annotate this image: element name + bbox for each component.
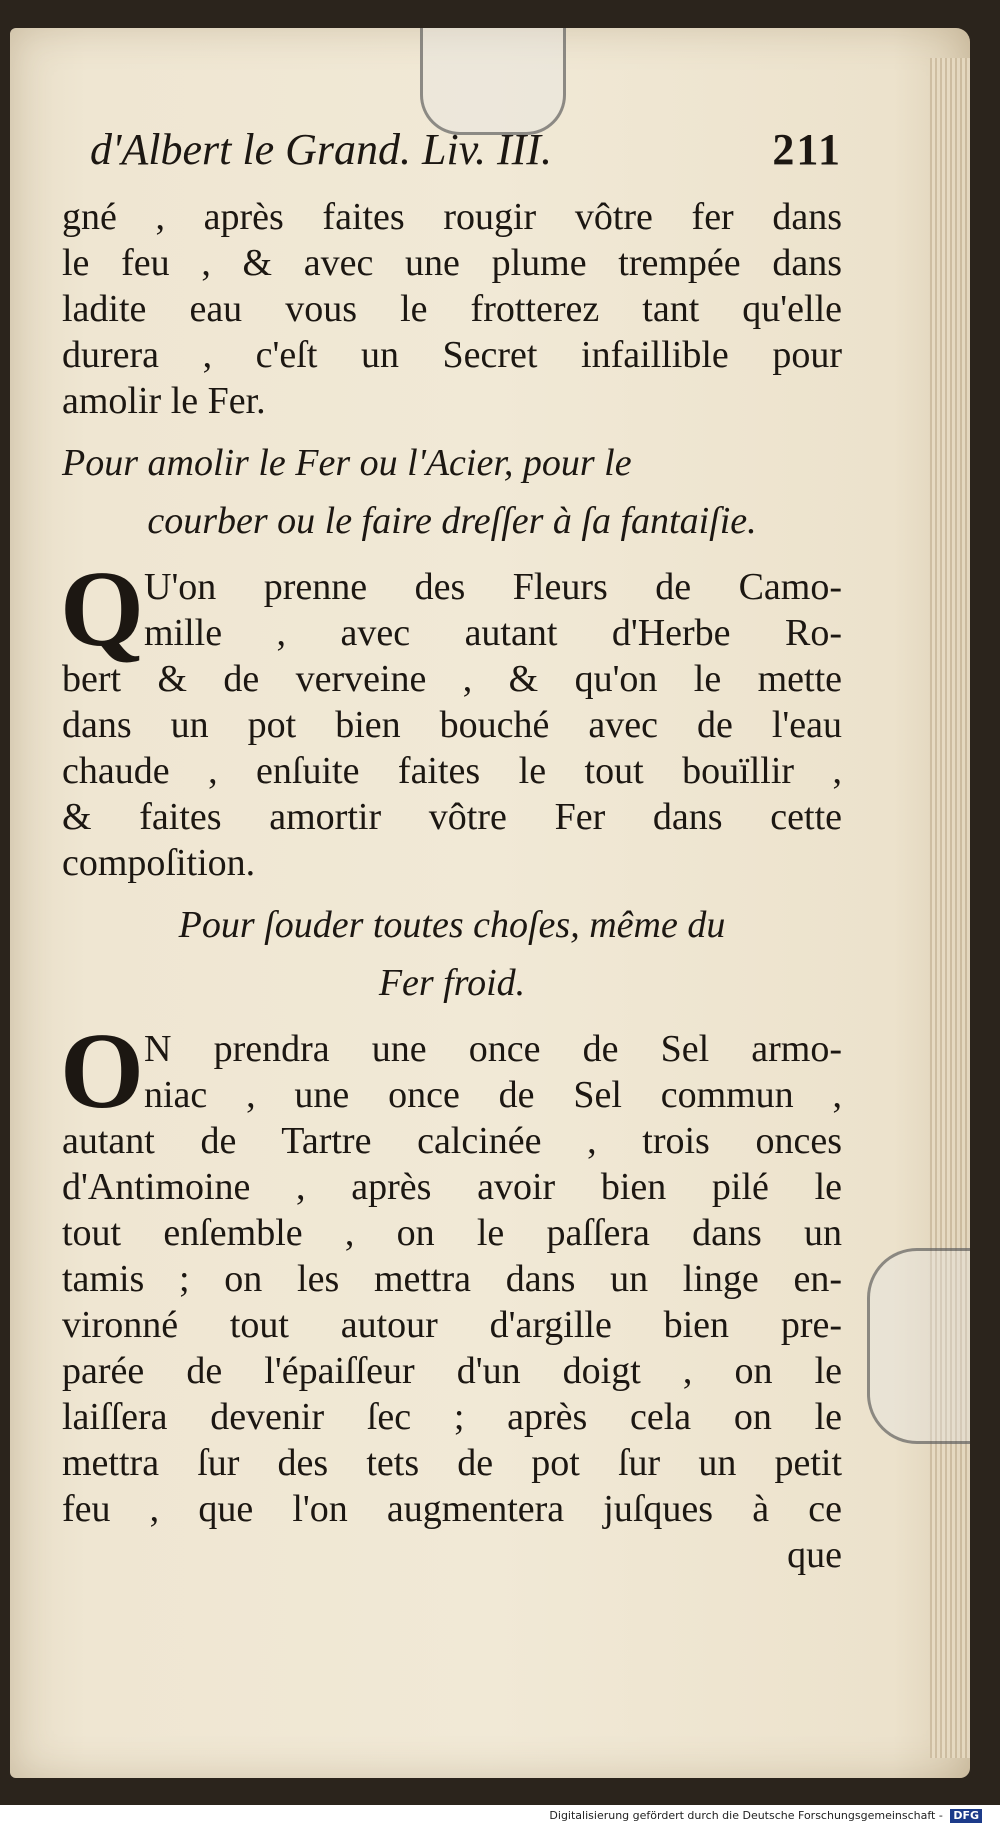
section-heading-line: courber ou le faire dreſſer à ſa fantaiſie. bbox=[147, 500, 757, 542]
section-heading-line: Pour ſouder toutes choſes, même du bbox=[178, 904, 726, 946]
text-line: N prendra une once de Sel armo- bbox=[144, 1028, 842, 1070]
text-line: durera , c'eſt un Secret infaillible pour bbox=[62, 334, 842, 376]
text-line: mille , avec autant d'Herbe Ro- bbox=[144, 612, 842, 654]
text-line: U'on prenne des Fleurs de Camo- bbox=[144, 566, 842, 608]
text-line: chaude , enſuite faites le tout bouïllir , bbox=[62, 750, 842, 792]
text-line: autant de Tartre calcinée , trois onces bbox=[62, 1120, 842, 1162]
text-line: compoſition. bbox=[62, 842, 256, 884]
credit-text: Digitalisierung gefördert durch die Deutsche Forschungsgemeinschaft - bbox=[549, 1809, 943, 1822]
running-header bbox=[62, 124, 842, 194]
text-line: dans un pot bien bouché avec de l'eau bbox=[62, 704, 842, 746]
paragraph-2 bbox=[60, 550, 842, 886]
text-line: d'Antimoine , après avoir bien pilé le bbox=[62, 1166, 842, 1208]
text-line: mettra ſur des tets de pot ſur un petit bbox=[62, 1442, 842, 1484]
text-line: vironné tout autour d'argille bien pre- bbox=[62, 1304, 842, 1346]
dfg-logo: DFG bbox=[950, 1809, 982, 1823]
paragraph-3 bbox=[60, 1012, 842, 1578]
page-clip-top bbox=[420, 28, 566, 135]
text-line: tamis ; on les mettra dans un linge en- bbox=[62, 1258, 842, 1300]
drop-cap: Q bbox=[60, 550, 145, 669]
text-line: parée de l'épaiſſeur d'un doigt , on le bbox=[62, 1350, 842, 1392]
text-line: niac , une once de Sel commun , bbox=[144, 1074, 842, 1116]
text-line: & faites amortir vôtre Fer dans cette bbox=[62, 796, 842, 838]
text-line: laiſſera devenir ſec ; après cela on le bbox=[62, 1396, 842, 1438]
text-line: le feu , & avec une plume trempée dans bbox=[62, 242, 842, 284]
text-line: amolir le Fer. bbox=[62, 380, 266, 422]
text-line: gné , après faites rougir vôtre fer dans bbox=[62, 196, 842, 238]
paragraph-1 bbox=[62, 194, 842, 424]
page-number: 211 bbox=[772, 125, 842, 174]
page-text bbox=[62, 124, 842, 1578]
text-line: feu , que l'on augmentera juſques à ce bbox=[62, 1488, 842, 1530]
running-title: d'Albert le Grand. Liv. III. bbox=[90, 125, 552, 174]
page-clip-right bbox=[867, 1248, 970, 1444]
drop-cap: O bbox=[60, 1012, 145, 1131]
digitization-credit bbox=[0, 1805, 1000, 1827]
text-line: bert & de verveine , & qu'on le mette bbox=[62, 658, 842, 700]
section-heading-line: Fer froid. bbox=[378, 962, 526, 1004]
text-line: ladite eau vous le frotterez tant qu'elle bbox=[62, 288, 842, 330]
text-line: tout enſemble , on le paſſera dans un bbox=[62, 1212, 842, 1254]
page-edges bbox=[930, 58, 970, 1758]
catchword: que bbox=[787, 1534, 842, 1576]
section-heading-line: Pour amolir le Fer ou l'Acier, pour le bbox=[62, 442, 632, 484]
